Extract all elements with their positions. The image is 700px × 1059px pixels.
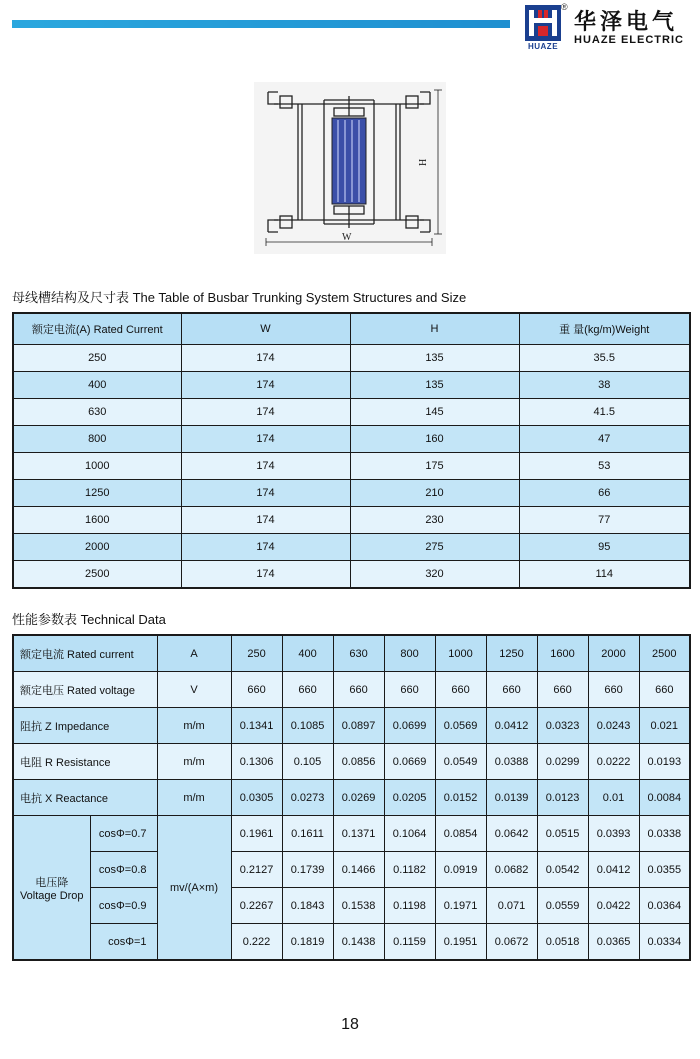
table-row <box>13 372 690 399</box>
table-cell: 800 <box>13 426 181 453</box>
table-cell: 0.0393 <box>588 816 639 852</box>
table-cell: 0.1198 <box>384 888 435 924</box>
table-cell: 0.0388 <box>486 744 537 780</box>
table-cell: 0.1341 <box>231 708 282 744</box>
power-factor-label: cosΦ=1 <box>90 924 157 961</box>
tech-table-title: 性能参数表 Technical Data <box>12 612 166 627</box>
table-cell: 0.0569 <box>435 708 486 744</box>
table-cell: 660 <box>588 672 639 708</box>
table-cell: 0.0642 <box>486 816 537 852</box>
size-table-header-row <box>13 313 690 345</box>
table-cell: 0.0123 <box>537 780 588 816</box>
table-cell: 174 <box>181 372 350 399</box>
column-header: 重 量(kg/m)Weight <box>519 313 690 345</box>
table-cell: 0.0364 <box>639 888 690 924</box>
row-unit: m/m <box>157 708 231 744</box>
row-unit: V <box>157 672 231 708</box>
company-name-zh: 华泽电气 <box>574 10 679 35</box>
table-cell: 175 <box>350 453 519 480</box>
table-cell: 660 <box>384 672 435 708</box>
tech-row-voltage-drop <box>13 924 690 961</box>
table-cell: 0.0152 <box>435 780 486 816</box>
table-cell: 135 <box>350 372 519 399</box>
table-cell: 0.0856 <box>333 744 384 780</box>
table-cell: 0.0299 <box>537 744 588 780</box>
table-cell: 230 <box>350 507 519 534</box>
table-cell: 0.0243 <box>588 708 639 744</box>
table-cell: 0.0338 <box>639 816 690 852</box>
table-cell: 1250 <box>486 635 537 672</box>
row-label: 额定电流 Rated current <box>13 635 157 672</box>
table-row <box>13 534 690 561</box>
table-row <box>13 561 690 589</box>
row-label: 阻抗 Z Impedance <box>13 708 157 744</box>
voltage-drop-label-zh: 电压降 <box>35 876 69 889</box>
busbar-cross-section-diagram <box>254 82 446 254</box>
table-cell: 630 <box>333 635 384 672</box>
table-cell: 0.1064 <box>384 816 435 852</box>
table-cell: 1000 <box>13 453 181 480</box>
table-cell: 0.1819 <box>282 924 333 961</box>
table-cell: 2000 <box>588 635 639 672</box>
table-cell: 0.0669 <box>384 744 435 780</box>
table-row <box>13 426 690 453</box>
table-cell: 174 <box>181 534 350 561</box>
table-cell: 660 <box>282 672 333 708</box>
table-cell: 0.1371 <box>333 816 384 852</box>
table-cell: 0.1611 <box>282 816 333 852</box>
table-cell: 0.1739 <box>282 852 333 888</box>
size-table-title: 母线槽结构及尺寸表 The Table of Busbar Trunking System Structures and Size <box>12 290 467 305</box>
page-number: 18 <box>341 1016 359 1033</box>
table-cell: 0.071 <box>486 888 537 924</box>
table-cell: 250 <box>231 635 282 672</box>
table-cell: 1600 <box>537 635 588 672</box>
column-header: W <box>181 313 350 345</box>
tech-row-rated-voltage <box>13 672 690 708</box>
table-cell: 0.0139 <box>486 780 537 816</box>
table-cell: 114 <box>519 561 690 589</box>
size-table <box>12 312 691 589</box>
table-cell: 35.5 <box>519 345 690 372</box>
table-cell: 0.1466 <box>333 852 384 888</box>
table-cell: 174 <box>181 345 350 372</box>
row-label: 电抗 X Reactance <box>13 780 157 816</box>
tech-row-rated-current <box>13 635 690 672</box>
table-cell: 660 <box>231 672 282 708</box>
table-cell: 660 <box>486 672 537 708</box>
table-cell: 0.1159 <box>384 924 435 961</box>
table-cell: 1250 <box>13 480 181 507</box>
table-cell: 0.0205 <box>384 780 435 816</box>
table-cell: 400 <box>13 372 181 399</box>
table-cell: 0.1961 <box>231 816 282 852</box>
tech-row-voltage-drop <box>13 888 690 924</box>
table-cell: 0.021 <box>639 708 690 744</box>
table-cell: 0.2127 <box>231 852 282 888</box>
table-cell: 660 <box>333 672 384 708</box>
table-cell: 145 <box>350 399 519 426</box>
dimension-w-label: W <box>342 232 352 243</box>
tech-row-voltage-drop <box>13 816 690 852</box>
table-row <box>13 399 690 426</box>
tech-row-resistance <box>13 744 690 780</box>
table-cell: 0.1306 <box>231 744 282 780</box>
table-cell: 800 <box>384 635 435 672</box>
table-cell: 0.0365 <box>588 924 639 961</box>
table-cell: 0.0412 <box>486 708 537 744</box>
logo-abbr: HUAZE <box>527 42 559 51</box>
table-cell: 0.1538 <box>333 888 384 924</box>
table-cell: 630 <box>13 399 181 426</box>
table-cell: 38 <box>519 372 690 399</box>
table-cell: 0.0672 <box>486 924 537 961</box>
table-cell: 0.0305 <box>231 780 282 816</box>
table-cell: 250 <box>13 345 181 372</box>
table-cell: 0.0412 <box>588 852 639 888</box>
table-row <box>13 480 690 507</box>
table-cell: 0.0559 <box>537 888 588 924</box>
table-cell: 0.2267 <box>231 888 282 924</box>
table-cell: 1600 <box>13 507 181 534</box>
table-cell: 174 <box>181 480 350 507</box>
table-cell: 0.0355 <box>639 852 690 888</box>
table-cell: 0.0323 <box>537 708 588 744</box>
table-cell: 0.0515 <box>537 816 588 852</box>
table-cell: 0.0919 <box>435 852 486 888</box>
table-cell: 0.1438 <box>333 924 384 961</box>
table-cell: 660 <box>639 672 690 708</box>
voltage-drop-label <box>13 816 90 961</box>
column-header: H <box>350 313 519 345</box>
table-cell: 77 <box>519 507 690 534</box>
table-cell: 0.1843 <box>282 888 333 924</box>
table-cell: 0.222 <box>231 924 282 961</box>
header-accent-bar <box>12 20 510 28</box>
dimension-h-label: H <box>418 158 429 166</box>
huaze-logo-icon <box>525 5 561 41</box>
table-cell: 0.01 <box>588 780 639 816</box>
table-cell: 0.0542 <box>537 852 588 888</box>
row-label: 额定电压 Rated voltage <box>13 672 157 708</box>
table-cell: 0.0084 <box>639 780 690 816</box>
table-cell: 0.1085 <box>282 708 333 744</box>
table-cell: 0.0682 <box>486 852 537 888</box>
voltage-drop-label-en: Voltage Drop <box>19 889 84 902</box>
table-cell: 210 <box>350 480 519 507</box>
table-cell: 0.1951 <box>435 924 486 961</box>
table-cell: 174 <box>181 453 350 480</box>
table-cell: 0.0897 <box>333 708 384 744</box>
table-cell: 53 <box>519 453 690 480</box>
table-cell: 0.0269 <box>333 780 384 816</box>
table-cell: 66 <box>519 480 690 507</box>
table-cell: 0.1971 <box>435 888 486 924</box>
registered-mark: ® <box>561 2 568 12</box>
table-cell: 2500 <box>639 635 690 672</box>
table-row <box>13 345 690 372</box>
table-row <box>13 507 690 534</box>
table-cell: 2500 <box>13 561 181 589</box>
table-cell: 41.5 <box>519 399 690 426</box>
table-cell: 2000 <box>13 534 181 561</box>
column-header: 额定电流(A) Rated Current <box>13 313 181 345</box>
table-row <box>13 453 690 480</box>
table-cell: 0.0422 <box>588 888 639 924</box>
tech-row-reactance <box>13 780 690 816</box>
company-logo <box>525 3 697 51</box>
table-cell: 174 <box>181 561 350 589</box>
table-cell: 0.0334 <box>639 924 690 961</box>
row-unit: A <box>157 635 231 672</box>
power-factor-label: cosΦ=0.8 <box>90 852 157 888</box>
tech-row-impedance <box>13 708 690 744</box>
table-cell: 1000 <box>435 635 486 672</box>
tech-row-voltage-drop <box>13 852 690 888</box>
row-unit: mv/(A×m) <box>157 816 231 961</box>
table-cell: 275 <box>350 534 519 561</box>
row-unit: m/m <box>157 744 231 780</box>
table-cell: 0.0549 <box>435 744 486 780</box>
table-cell: 135 <box>350 345 519 372</box>
table-cell: 95 <box>519 534 690 561</box>
table-cell: 160 <box>350 426 519 453</box>
table-cell: 660 <box>435 672 486 708</box>
row-label: 电阻 R Resistance <box>13 744 157 780</box>
table-cell: 0.0222 <box>588 744 639 780</box>
table-cell: 400 <box>282 635 333 672</box>
table-cell: 0.0273 <box>282 780 333 816</box>
row-unit: m/m <box>157 780 231 816</box>
table-cell: 320 <box>350 561 519 589</box>
table-cell: 0.0854 <box>435 816 486 852</box>
table-cell: 660 <box>537 672 588 708</box>
table-cell: 0.0518 <box>537 924 588 961</box>
table-cell: 174 <box>181 426 350 453</box>
power-factor-label: cosΦ=0.7 <box>90 816 157 852</box>
table-cell: 0.0699 <box>384 708 435 744</box>
table-cell: 0.1182 <box>384 852 435 888</box>
table-cell: 0.0193 <box>639 744 690 780</box>
table-cell: 47 <box>519 426 690 453</box>
table-cell: 174 <box>181 507 350 534</box>
tech-data-table <box>12 634 691 961</box>
table-cell: 0.105 <box>282 744 333 780</box>
company-name-en: HUAZE ELECTRIC <box>574 34 684 46</box>
power-factor-label: cosΦ=0.9 <box>90 888 157 924</box>
table-cell: 174 <box>181 399 350 426</box>
